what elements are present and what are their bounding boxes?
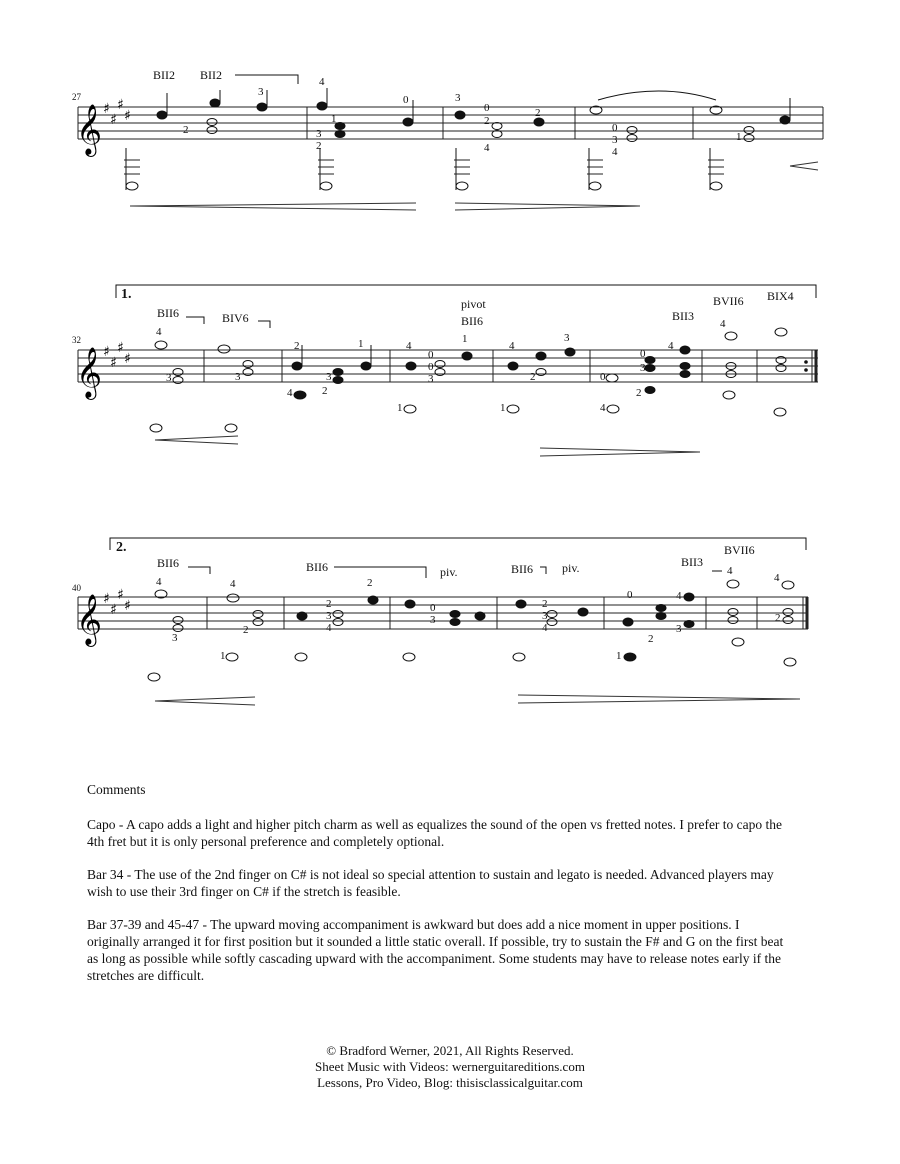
fingering: 2 <box>530 371 536 383</box>
fingering: 3 <box>612 134 618 146</box>
lessons-line: Lessons, Pro Video, Blog: thisisclassicalguitar.com <box>317 1075 583 1090</box>
measure-number: 27 <box>72 92 81 102</box>
fingering: 3 <box>542 610 548 622</box>
svg-text:♯: ♯ <box>110 602 117 618</box>
fingering: 3 <box>326 610 332 622</box>
barre-label: BVII6 <box>724 543 755 557</box>
fingering: 4 <box>727 565 733 577</box>
barre-label: BII3 <box>681 555 703 569</box>
fingering: 2 <box>636 387 642 399</box>
fingering: 1 <box>358 338 364 350</box>
fingering: 0 <box>430 602 436 614</box>
barre-label: BIV6 <box>222 311 249 325</box>
volta-label: 1. <box>121 287 132 302</box>
fingering: 4 <box>287 387 293 399</box>
fingering: 1 <box>220 650 226 662</box>
copyright-line: © Bradford Werner, 2021, All Rights Reserved. <box>326 1043 574 1058</box>
svg-text:♯: ♯ <box>110 112 117 128</box>
staff-lines <box>78 597 808 629</box>
svg-text:♯: ♯ <box>124 351 131 367</box>
fingering: 3 <box>316 128 322 140</box>
measure-number: 40 <box>72 583 81 593</box>
fingering: 4 <box>774 572 780 584</box>
fingering: 2 <box>775 612 781 624</box>
fingering: 1 <box>736 131 742 143</box>
fingering: 2 <box>326 598 332 610</box>
fingering: 1 <box>397 402 403 414</box>
fingering: 3 <box>676 623 682 635</box>
fingering: 0 <box>627 589 633 601</box>
svg-text:♯: ♯ <box>103 344 110 360</box>
comment-capo: Capo - A capo adds a light and higher pitch charm as well as equalizes the sound of the open vs fretted notes. I prefer to capo the 4th fret but it is only personal preference and completely optional. <box>87 817 783 849</box>
hairpins <box>155 695 800 705</box>
fingering: 3 <box>172 632 178 644</box>
sheet-music-line: Sheet Music with Videos: wernerguitareditions.com <box>315 1059 585 1074</box>
fingering: 2 <box>316 140 322 152</box>
fingering: 2 <box>367 577 373 589</box>
barre-label: BII6 <box>157 556 179 570</box>
barre-label: BII2 <box>153 68 175 82</box>
fingering: 4 <box>319 76 325 88</box>
fingering: 3 <box>258 86 264 98</box>
fingering: 0 <box>403 94 409 106</box>
svg-text:♯: ♯ <box>124 108 131 124</box>
fingering: 4 <box>156 326 162 338</box>
fingering: 3 <box>235 371 241 383</box>
fingering: 3 <box>430 614 436 626</box>
fingering: 4 <box>326 622 332 634</box>
svg-text:♯: ♯ <box>117 587 124 603</box>
fingering: 1 <box>331 113 337 125</box>
fingering: 3 <box>564 332 570 344</box>
fingering: 3 <box>455 92 461 104</box>
fingering: 0 <box>428 349 434 361</box>
fingering: 1 <box>462 333 468 345</box>
comments-heading: Comments <box>87 782 146 797</box>
fingering: 4 <box>156 576 162 588</box>
pivot-label: piv. <box>440 565 458 579</box>
fingering: 2 <box>542 598 548 610</box>
pivot-label: pivot <box>461 297 486 311</box>
barre-label: BIX4 <box>767 289 794 303</box>
svg-text:♯: ♯ <box>110 355 117 371</box>
comments-section <box>87 781 787 1000</box>
fingering: 3 <box>166 372 172 384</box>
barre-label: BII6 <box>306 560 328 574</box>
fingering: 4 <box>484 142 490 154</box>
fingering: 4 <box>612 146 618 158</box>
fingering: 4 <box>668 340 674 352</box>
comment-bar-34: Bar 34 - The use of the 2nd finger on C# is not ideal so special attention to sustain and legato is needed. Advanced players may wish to use their 3rd finger on C# if the stretch is feasible. <box>87 867 774 899</box>
fingering: 4 <box>509 340 515 352</box>
barre-label: BII3 <box>672 309 694 323</box>
pivot-label: piv. <box>562 561 580 575</box>
fingering: 1 <box>500 402 506 414</box>
svg-text:♯: ♯ <box>103 101 110 117</box>
fingering: 2 <box>648 633 654 645</box>
barre-label: BII6 <box>511 562 533 576</box>
fingering: 3 <box>640 362 646 374</box>
fingering: 2 <box>484 115 490 127</box>
barre-label: BVII6 <box>713 294 744 308</box>
measure-number: 32 <box>72 335 81 345</box>
fingering: 2 <box>243 624 249 636</box>
fingering: 0 <box>600 371 606 383</box>
fingering: 2 <box>183 124 189 136</box>
fingering: 0 <box>484 102 490 114</box>
fingering: 4 <box>676 590 682 602</box>
fingering: 2 <box>535 107 541 119</box>
fingering: 4 <box>600 402 606 414</box>
comment-bar-37-39: Bar 37-39 and 45-47 - The upward moving accompaniment is awkward but does add a nice moment in upper positions. I originally arranged it for first position but it sounded a little static overall. If possible, try to sustain the F# and G on the first beat as long as possible while softly cascading upward with the accompaniment. Some students may have to release notes early if the stretches are difficult. <box>87 917 784 983</box>
barre-label: BII6 <box>157 306 179 320</box>
barre-label: BII6 <box>461 314 483 328</box>
fingering: 0 <box>640 348 646 360</box>
fingering: 3 <box>428 373 434 385</box>
treble-clef: 𝄞 <box>76 347 103 398</box>
treble-clef: 𝄞 <box>76 104 103 155</box>
fingering: 2 <box>294 340 300 352</box>
fingering: 4 <box>230 578 236 590</box>
treble-clef: 𝄞 <box>76 594 103 645</box>
fingering: 2 <box>322 385 328 397</box>
svg-text:♯: ♯ <box>117 97 124 113</box>
fingering: 4 <box>720 318 726 330</box>
fingering: 4 <box>406 340 412 352</box>
barre-label: BII2 <box>200 68 222 82</box>
fingering: 1 <box>616 650 622 662</box>
fingering: 3 <box>326 371 332 383</box>
fingering: 4 <box>542 622 548 634</box>
footer <box>0 1043 900 1091</box>
volta-label: 2. <box>116 540 127 555</box>
svg-text:♯: ♯ <box>124 598 131 614</box>
fingering: 0 <box>428 361 434 373</box>
fingering: 0 <box>612 122 618 134</box>
svg-text:♯: ♯ <box>117 340 124 356</box>
svg-text:♯: ♯ <box>103 591 110 607</box>
volta-bracket <box>110 538 806 550</box>
